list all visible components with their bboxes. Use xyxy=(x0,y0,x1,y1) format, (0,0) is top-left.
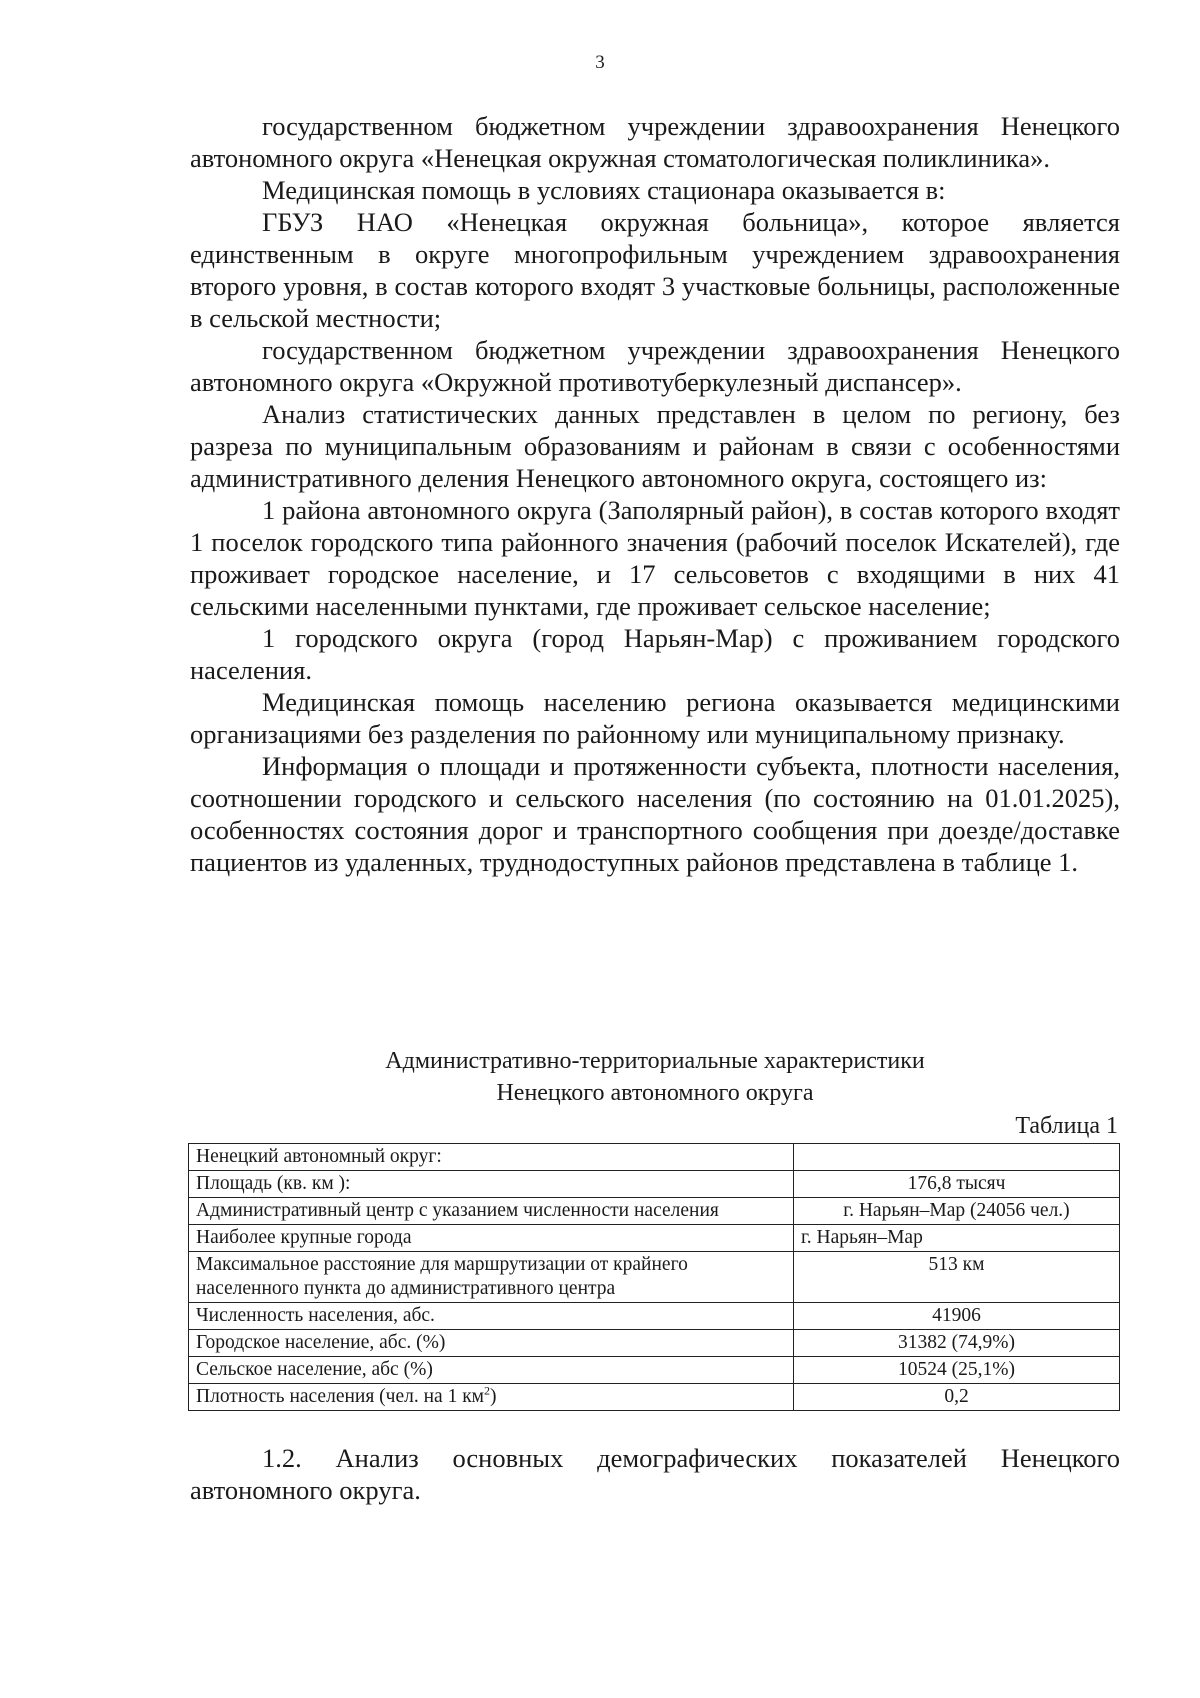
row-value: 41906 xyxy=(794,1303,1120,1330)
paragraph: государственном бюджетном учреждении здравоохранения Ненецкого автономного округа «Ненецкая окружная стоматологическая поликлиника». xyxy=(190,111,1120,173)
table-row xyxy=(189,1171,1120,1198)
row-label: Площадь (кв. км ): xyxy=(189,1171,794,1198)
table-row xyxy=(189,1144,1120,1171)
paragraph: 1 городского округа (город Нарьян-Мар) с проживанием городского населения. xyxy=(190,623,1120,685)
document-body xyxy=(190,110,1120,878)
row-label: Городское население, абс. (%) xyxy=(189,1330,794,1357)
row-value: 31382 (74,9%) xyxy=(794,1330,1120,1357)
table-row xyxy=(189,1330,1120,1357)
paragraph: государственном бюджетном учреждении здравоохранения Ненецкого автономного округа «Окружной противотуберкулезный диспансер». xyxy=(190,335,1120,397)
paragraph: Медицинская помощь населению региона оказывается медицинскими организациями без разделения по районному или муниципальному признаку. xyxy=(190,687,1120,749)
row-label: Сельское население, абс (%) xyxy=(189,1357,794,1384)
row-value: 0,2 xyxy=(794,1384,1120,1411)
paragraph: 1 района автономного округа (Заполярный район), в состав которого входят 1 поселок городского типа районного значения (рабочий поселок Искателей), где проживает городское население, и 17 сельсоветов с входящими в них 41 сельскими населенными пунктами, где проживает сельское население; xyxy=(190,495,1120,621)
table-title-line: Ненецкого автономного округа xyxy=(496,1080,814,1106)
table-row xyxy=(189,1384,1120,1411)
row-label-suffix: ) xyxy=(490,1386,497,1407)
paragraph: Анализ статистических данных представлен в целом по региону, без разреза по муниципальным образованиям и районам в связи с особенностями административного деления Ненецкого автономного округа, состоящего из: xyxy=(190,399,1120,493)
row-value: 513 км xyxy=(794,1252,1120,1303)
table-label: Таблица 1 xyxy=(1015,1113,1118,1139)
table-row xyxy=(189,1252,1120,1303)
table-row xyxy=(189,1225,1120,1252)
row-value: 176,8 тысяч xyxy=(794,1171,1120,1198)
page-number: 3 xyxy=(595,52,605,73)
paragraph: Информация о площади и протяженности субъекта, плотности населения, соотношении городского и сельского населения (по состоянию на 01.01.2025), особенностях состояния дорог и транспортного сообщения при доезде/доставке пациентов из удаленных, труднодоступных районов представлена в таблице 1. xyxy=(190,751,1120,877)
row-value: г. Нарьян–Мар (24056 чел.) xyxy=(794,1198,1120,1225)
row-label: Административный центр с указанием численности населения xyxy=(189,1198,794,1225)
superscript: 2 xyxy=(484,1383,491,1398)
table-row xyxy=(189,1357,1120,1384)
table-title-line: Административно-территориальные характеристики xyxy=(385,1048,925,1074)
row-label: Максимальное расстояние для маршрутизации от крайнего населенного пункта до административного центра xyxy=(189,1252,794,1303)
row-value: г. Нарьян–Мар xyxy=(794,1225,1120,1252)
row-value: 10524 (25,1%) xyxy=(794,1357,1120,1384)
row-label: Численность населения, абс. xyxy=(189,1303,794,1330)
paragraph: ГБУЗ НАО «Ненецкая окружная больница», которое является единственным в округе многопрофильным учреждением здравоохранения второго уровня, в состав которого входят 3 участковые больницы, расположенные в сельской местности; xyxy=(190,207,1120,333)
table-row xyxy=(189,1198,1120,1225)
row-value xyxy=(794,1144,1120,1171)
row-label xyxy=(189,1384,794,1411)
paragraph: Медицинская помощь в условиях стационара оказывается в: xyxy=(262,175,946,205)
table-row xyxy=(189,1303,1120,1330)
characteristics-table xyxy=(188,1143,1120,1411)
table-title xyxy=(190,1045,1120,1109)
section-paragraph: 1.2. Анализ основных демографических показателей Ненецкого автономного округа. xyxy=(190,1443,1120,1505)
row-label-text: Плотность населения (чел. на 1 км xyxy=(196,1386,485,1407)
row-label: Наиболее крупные города xyxy=(189,1225,794,1252)
section-heading xyxy=(190,1442,1120,1506)
row-label: Ненецкий автономный округ: xyxy=(189,1144,794,1171)
